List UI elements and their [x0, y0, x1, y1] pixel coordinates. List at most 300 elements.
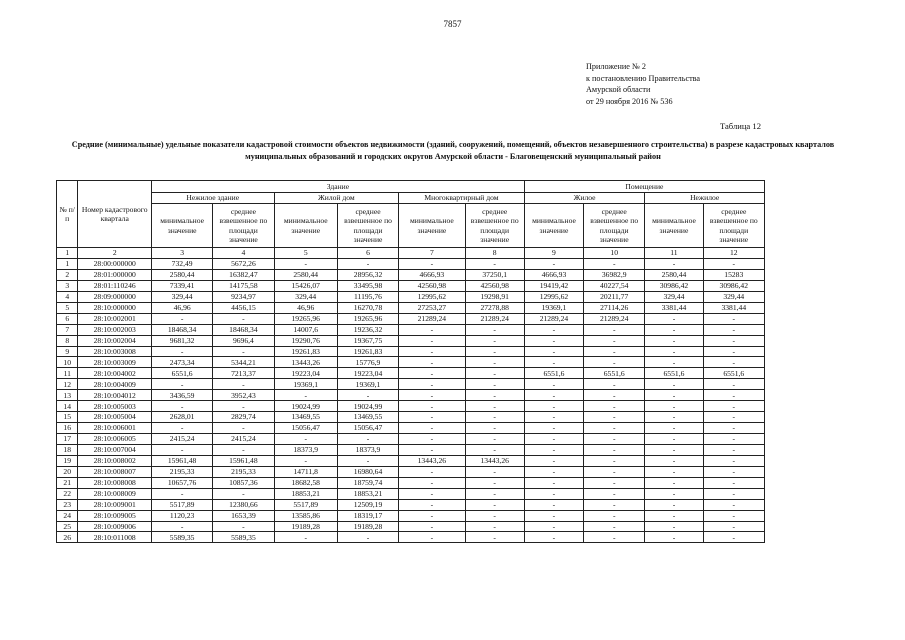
value-cell: 2415,24 [213, 434, 274, 445]
table-row [57, 302, 765, 313]
row-number-cell: 1 [57, 259, 78, 270]
value-cell: - [399, 488, 465, 499]
cadastral-quarter-cell: 28:09:000000 [78, 291, 152, 302]
table-row [57, 313, 765, 324]
table-row [57, 412, 765, 423]
cadastral-quarter-cell: 28:10:009001 [78, 499, 152, 510]
value-cell: 19369,1 [274, 379, 337, 390]
page-number: 7857 [443, 19, 462, 29]
value-cell: - [213, 423, 274, 434]
header-min-value: минимальное значение [645, 204, 703, 248]
value-cell: 21289,24 [584, 313, 645, 324]
value-cell: - [584, 412, 645, 423]
table-row [57, 291, 765, 302]
value-cell: - [645, 313, 703, 324]
value-cell: - [645, 357, 703, 368]
value-cell: - [399, 521, 465, 532]
header-weighted-avg: среднее взвешенное по площади значение [584, 204, 645, 248]
value-cell: 13443,26 [399, 455, 465, 466]
value-cell: 18319,17 [337, 510, 398, 521]
table-body [57, 259, 765, 543]
table-label: Таблица 12 [719, 121, 761, 131]
value-cell: - [465, 368, 524, 379]
value-cell: - [524, 259, 583, 270]
value-cell: - [524, 346, 583, 357]
value-cell: - [524, 434, 583, 445]
value-cell: - [465, 259, 524, 270]
row-number-cell: 12 [57, 379, 78, 390]
column-number-cell: 6 [337, 248, 398, 259]
table-row [57, 532, 765, 543]
table-row [57, 280, 765, 291]
value-cell: - [584, 324, 645, 335]
value-cell: - [524, 488, 583, 499]
value-cell: - [703, 412, 764, 423]
value-cell: - [337, 390, 398, 401]
value-cell: 27278,88 [465, 302, 524, 313]
row-number-cell: 16 [57, 423, 78, 434]
value-cell: - [584, 401, 645, 412]
value-cell: - [274, 434, 337, 445]
value-cell: - [465, 379, 524, 390]
cadastral-quarter-cell: 28:10:002003 [78, 324, 152, 335]
value-cell: 14175,58 [213, 280, 274, 291]
value-cell: 42560,98 [465, 280, 524, 291]
value-cell: - [274, 455, 337, 466]
value-cell: - [645, 532, 703, 543]
cadastral-quarter-cell: 28:10:004002 [78, 368, 152, 379]
value-cell: 2829,74 [213, 412, 274, 423]
value-cell: 13469,55 [337, 412, 398, 423]
value-cell: 15056,47 [337, 423, 398, 434]
value-cell: - [465, 434, 524, 445]
value-cell: - [337, 455, 398, 466]
row-number-cell: 22 [57, 488, 78, 499]
value-cell: - [337, 259, 398, 270]
value-cell: 9696,4 [213, 335, 274, 346]
value-cell: - [703, 477, 764, 488]
value-cell: 2580,44 [151, 269, 212, 280]
table-row [57, 521, 765, 532]
table-row [57, 401, 765, 412]
value-cell: - [703, 357, 764, 368]
header-row-number: № п/п [57, 181, 78, 248]
value-cell: 6551,6 [645, 368, 703, 379]
value-cell: 19419,42 [524, 280, 583, 291]
value-cell: - [399, 466, 465, 477]
value-cell: - [584, 259, 645, 270]
value-cell: - [703, 521, 764, 532]
value-cell: 18853,21 [274, 488, 337, 499]
cadastral-quarter-cell: 28:10:006005 [78, 434, 152, 445]
value-cell: 46,96 [151, 302, 212, 313]
value-cell: - [584, 335, 645, 346]
value-cell: - [703, 466, 764, 477]
row-number-cell: 4 [57, 291, 78, 302]
cadastral-quarter-cell: 28:10:006001 [78, 423, 152, 434]
value-cell: - [584, 346, 645, 357]
value-cell: 4666,93 [524, 269, 583, 280]
row-number-cell: 23 [57, 499, 78, 510]
value-cell: - [584, 423, 645, 434]
value-cell: - [465, 324, 524, 335]
header-apartment-building: Многоквартирный дом [399, 192, 525, 204]
value-cell: 2473,34 [151, 357, 212, 368]
table-row [57, 488, 765, 499]
value-cell: - [645, 401, 703, 412]
value-cell: 27253,27 [399, 302, 465, 313]
value-cell: - [524, 324, 583, 335]
value-cell: 13585,86 [274, 510, 337, 521]
value-cell: 19265,96 [337, 313, 398, 324]
value-cell: - [703, 324, 764, 335]
value-cell: - [399, 346, 465, 357]
value-cell: 18373,9 [274, 444, 337, 455]
value-cell: - [524, 455, 583, 466]
value-cell: 19189,28 [274, 521, 337, 532]
cadastral-quarter-cell: 28:10:008009 [78, 488, 152, 499]
value-cell: - [703, 335, 764, 346]
value-cell: - [213, 379, 274, 390]
value-cell: - [584, 444, 645, 455]
value-cell: 18468,34 [151, 324, 212, 335]
value-cell: - [399, 357, 465, 368]
column-number-cell: 10 [584, 248, 645, 259]
value-cell: 19369,1 [337, 379, 398, 390]
value-cell: 46,96 [274, 302, 337, 313]
header-weighted-avg: среднее взвешенное по площади значение [213, 204, 274, 248]
value-cell: 19024,99 [337, 401, 398, 412]
value-cell: - [399, 423, 465, 434]
table-row [57, 368, 765, 379]
value-cell: 18373,9 [337, 444, 398, 455]
row-number-cell: 26 [57, 532, 78, 543]
value-cell: 16382,47 [213, 269, 274, 280]
value-cell: - [399, 477, 465, 488]
value-cell: - [703, 379, 764, 390]
value-cell: 6551,6 [584, 368, 645, 379]
row-number-cell: 21 [57, 477, 78, 488]
value-cell: - [524, 477, 583, 488]
value-cell: - [645, 390, 703, 401]
column-number-cell: 4 [213, 248, 274, 259]
appendix-line: к постановлению Правительства [586, 73, 701, 83]
row-number-cell: 10 [57, 357, 78, 368]
value-cell: 19265,96 [274, 313, 337, 324]
value-cell: - [524, 521, 583, 532]
value-cell: - [465, 346, 524, 357]
value-cell: 14711,8 [274, 466, 337, 477]
value-cell: 16270,78 [337, 302, 398, 313]
value-cell: 19223,04 [274, 368, 337, 379]
value-cell: - [274, 259, 337, 270]
value-cell: - [645, 477, 703, 488]
value-cell: - [151, 313, 212, 324]
value-cell: - [703, 532, 764, 543]
value-cell: - [151, 521, 212, 532]
value-cell: 329,44 [274, 291, 337, 302]
value-cell: - [465, 532, 524, 543]
table-row [57, 324, 765, 335]
value-cell: - [151, 488, 212, 499]
table-row [57, 466, 765, 477]
value-cell: - [524, 401, 583, 412]
value-cell: - [703, 346, 764, 357]
value-cell: - [399, 412, 465, 423]
row-number-cell: 17 [57, 434, 78, 445]
value-cell: - [337, 532, 398, 543]
value-cell: - [213, 401, 274, 412]
value-cell: 2580,44 [274, 269, 337, 280]
row-number-cell: 14 [57, 401, 78, 412]
value-cell: - [465, 335, 524, 346]
header-cadastral-quarter: Номер кадастрового квартала [78, 181, 152, 248]
value-cell: - [524, 390, 583, 401]
header-nonresidential-building: Нежилое здание [151, 192, 274, 204]
table-row [57, 269, 765, 280]
value-cell: 3381,44 [703, 302, 764, 313]
header-residential-house: Жилой дом [274, 192, 399, 204]
value-cell: - [524, 379, 583, 390]
value-cell: - [645, 521, 703, 532]
value-cell: 19189,28 [337, 521, 398, 532]
value-cell: - [524, 335, 583, 346]
value-cell: 12995,62 [399, 291, 465, 302]
appendix-block [586, 61, 700, 107]
value-cell: 28956,32 [337, 269, 398, 280]
cadastral-quarter-cell: 28:10:008007 [78, 466, 152, 477]
cadastral-quarter-cell: 28:10:002004 [78, 335, 152, 346]
value-cell: 9681,32 [151, 335, 212, 346]
value-cell: 36982,9 [584, 269, 645, 280]
cadastral-quarter-cell: 28:10:002001 [78, 313, 152, 324]
value-cell: 10657,76 [151, 477, 212, 488]
value-cell: - [465, 521, 524, 532]
value-cell: 9234,97 [213, 291, 274, 302]
value-cell: - [465, 390, 524, 401]
value-cell: 21289,24 [465, 313, 524, 324]
value-cell: - [584, 521, 645, 532]
value-cell: - [399, 434, 465, 445]
row-number-cell: 15 [57, 412, 78, 423]
header-min-value: минимальное значение [274, 204, 337, 248]
cadastral-quarter-cell: 28:10:011008 [78, 532, 152, 543]
value-cell: 19261,83 [337, 346, 398, 357]
value-cell: - [465, 466, 524, 477]
cadastral-quarter-cell: 28:10:005004 [78, 412, 152, 423]
row-number-cell: 19 [57, 455, 78, 466]
value-cell: 2195,33 [151, 466, 212, 477]
value-cell: - [703, 390, 764, 401]
value-cell: - [584, 379, 645, 390]
value-cell: 3381,44 [645, 302, 703, 313]
column-number-row [57, 248, 765, 259]
value-cell: 19290,76 [274, 335, 337, 346]
appendix-line: Амурской области [586, 85, 651, 95]
row-number-cell: 11 [57, 368, 78, 379]
value-cell: 6551,6 [703, 368, 764, 379]
value-cell: 5589,35 [151, 532, 212, 543]
document-title: Средние (минимальные) удельные показатели кадастровой стоимости объектов недвижимости (зданий, сооружений, помещений, объектов незавершенного строительства) в разрезе кадастровых кварталов муниципальных образований и городских округов Амурской области - Благовещенский муниципальный район [71, 140, 835, 161]
value-cell: - [399, 532, 465, 543]
value-cell: - [465, 412, 524, 423]
value-cell: - [703, 444, 764, 455]
value-cell: 19298,91 [465, 291, 524, 302]
value-cell: - [645, 444, 703, 455]
value-cell: 5589,35 [213, 532, 274, 543]
value-cell: 7339,41 [151, 280, 212, 291]
value-cell: 3952,43 [213, 390, 274, 401]
cadastral-quarter-cell: 28:10:004009 [78, 379, 152, 390]
value-cell: - [524, 499, 583, 510]
value-cell: - [465, 401, 524, 412]
value-cell: 5517,89 [274, 499, 337, 510]
value-cell: - [399, 401, 465, 412]
value-cell: 20211,77 [584, 291, 645, 302]
value-cell: - [703, 259, 764, 270]
value-cell: - [524, 444, 583, 455]
value-cell: 6551,6 [524, 368, 583, 379]
value-cell: 18853,21 [337, 488, 398, 499]
row-number-cell: 6 [57, 313, 78, 324]
value-cell: - [584, 532, 645, 543]
value-cell: 15961,48 [213, 455, 274, 466]
value-cell: - [151, 444, 212, 455]
column-number-cell: 9 [524, 248, 583, 259]
value-cell: - [584, 390, 645, 401]
value-cell: - [584, 466, 645, 477]
value-cell: - [645, 434, 703, 445]
cadastral-quarter-cell: 28:10:003009 [78, 357, 152, 368]
cadastral-quarter-cell: 28:01:000000 [78, 269, 152, 280]
value-cell: 2580,44 [645, 269, 703, 280]
table-row [57, 423, 765, 434]
value-cell: - [524, 357, 583, 368]
value-cell: - [274, 532, 337, 543]
value-cell: 18682,58 [274, 477, 337, 488]
value-cell: - [703, 434, 764, 445]
value-cell: 2415,24 [151, 434, 212, 445]
value-cell: 1653,39 [213, 510, 274, 521]
cadastral-quarter-cell: 28:10:005003 [78, 401, 152, 412]
value-cell: 14007,6 [274, 324, 337, 335]
value-cell: - [645, 335, 703, 346]
value-cell: 5517,89 [151, 499, 212, 510]
value-cell: 13469,55 [274, 412, 337, 423]
value-cell: 2628,01 [151, 412, 212, 423]
header-weighted-avg: среднее взвешенное по площади значение [337, 204, 398, 248]
value-cell: - [151, 379, 212, 390]
value-cell: - [524, 466, 583, 477]
value-cell: - [584, 477, 645, 488]
value-cell: 11195,76 [337, 291, 398, 302]
value-cell: - [584, 455, 645, 466]
value-cell: - [703, 488, 764, 499]
value-cell: - [584, 357, 645, 368]
header-group-building: Здание [151, 181, 524, 193]
value-cell: - [465, 357, 524, 368]
value-cell: - [465, 477, 524, 488]
value-cell: - [399, 379, 465, 390]
value-cell: - [399, 368, 465, 379]
value-cell: - [524, 532, 583, 543]
header-min-value: минимальное значение [399, 204, 465, 248]
column-number-cell: 8 [465, 248, 524, 259]
cadastral-quarter-cell: 28:10:004012 [78, 390, 152, 401]
row-number-cell: 3 [57, 280, 78, 291]
value-cell: 13443,26 [465, 455, 524, 466]
value-cell: - [337, 434, 398, 445]
value-cell: - [703, 510, 764, 521]
cadastral-quarter-cell: 28:10:007004 [78, 444, 152, 455]
value-cell: - [584, 488, 645, 499]
value-cell: - [703, 423, 764, 434]
value-cell: 4456,15 [213, 302, 274, 313]
value-cell: - [399, 444, 465, 455]
value-cell: - [645, 346, 703, 357]
cadastral-quarter-cell: 28:10:009006 [78, 521, 152, 532]
row-number-cell: 25 [57, 521, 78, 532]
value-cell: - [645, 412, 703, 423]
value-cell: - [465, 423, 524, 434]
cadastral-quarter-cell: 28:01:110246 [78, 280, 152, 291]
value-cell: 2195,33 [213, 466, 274, 477]
value-cell: - [465, 499, 524, 510]
column-number-cell: 1 [57, 248, 78, 259]
value-cell: 16980,64 [337, 466, 398, 477]
value-cell: - [274, 390, 337, 401]
value-cell: 19223,04 [337, 368, 398, 379]
value-cell: - [703, 499, 764, 510]
value-cell: - [524, 412, 583, 423]
header-residential-premises: Жилое [524, 192, 645, 204]
value-cell: 30986,42 [703, 280, 764, 291]
value-cell: 329,44 [703, 291, 764, 302]
value-cell: 18759,74 [337, 477, 398, 488]
table-row [57, 357, 765, 368]
value-cell: 19367,75 [337, 335, 398, 346]
value-cell: - [703, 313, 764, 324]
value-cell: - [465, 444, 524, 455]
value-cell: - [399, 499, 465, 510]
table-row [57, 444, 765, 455]
header-min-value: минимальное значение [151, 204, 212, 248]
value-cell: 15776,9 [337, 357, 398, 368]
table-row [57, 335, 765, 346]
cadastral-quarter-cell: 28:10:008008 [78, 477, 152, 488]
value-cell: 30986,42 [645, 280, 703, 291]
value-cell: 329,44 [151, 291, 212, 302]
value-cell: 15961,48 [151, 455, 212, 466]
column-number-cell: 7 [399, 248, 465, 259]
value-cell: - [524, 510, 583, 521]
value-cell: 19261,83 [274, 346, 337, 357]
value-cell: 33495,98 [337, 280, 398, 291]
column-number-cell: 12 [703, 248, 764, 259]
appendix-line: от 29 ноября 2016 № 536 [586, 96, 673, 106]
value-cell: 4666,93 [399, 269, 465, 280]
row-number-cell: 24 [57, 510, 78, 521]
row-number-cell: 2 [57, 269, 78, 280]
row-number-cell: 9 [57, 346, 78, 357]
value-cell: 7213,37 [213, 368, 274, 379]
value-cell: 21289,24 [524, 313, 583, 324]
value-cell: - [399, 324, 465, 335]
value-cell: - [584, 499, 645, 510]
value-cell: - [703, 401, 764, 412]
value-cell: - [645, 455, 703, 466]
value-cell: 42560,98 [399, 280, 465, 291]
